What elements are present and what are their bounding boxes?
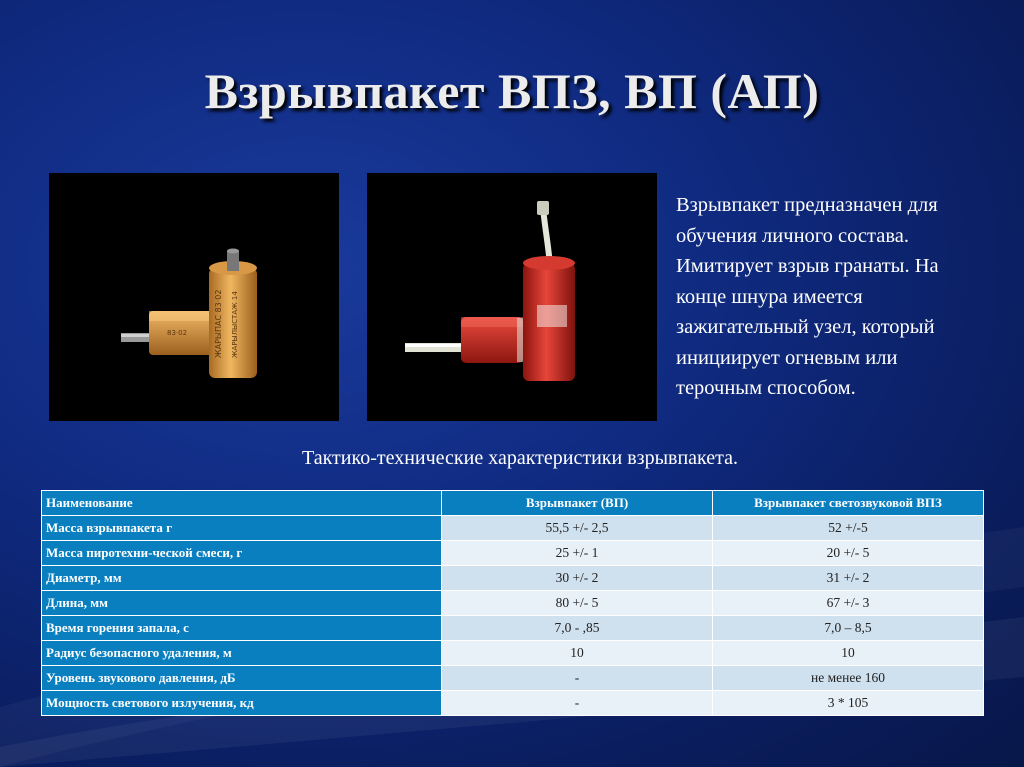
description-line: терочным способом. <box>676 377 856 399</box>
svg-text:83·02: 83·02 <box>167 329 188 337</box>
row-label: Масса пиротехни-ческой смеси, г <box>42 541 442 566</box>
row-label: Длина, мм <box>42 591 442 616</box>
row-label: Масса взрывпакета г <box>42 516 442 541</box>
vpz-value: не менее 160 <box>713 666 984 691</box>
page-title: Взрывпакет ВПЗ, ВП (АП) <box>204 63 820 119</box>
header-name: Наименование <box>42 491 442 516</box>
svg-text:ЖАРЫПАС 83·02: ЖАРЫПАС 83·02 <box>214 289 223 358</box>
description <box>676 190 1006 404</box>
row-label: Уровень звукового давления, дБ <box>42 666 442 691</box>
vp-value: 80 +/- 5 <box>442 591 713 616</box>
header-vpz: Взрывпакет светозвуковой ВПЗ <box>713 491 984 516</box>
row-label: Время горения запала, с <box>42 616 442 641</box>
svg-text:ЖАРЫЛЫСТАЖ 14: ЖАРЫЛЫСТАЖ 14 <box>231 291 239 358</box>
vpz-value: 52 +/-5 <box>713 516 984 541</box>
vp-value: 7,0 - ,85 <box>442 616 713 641</box>
table-row <box>42 566 984 591</box>
table-row <box>42 691 984 716</box>
row-label: Мощность светового излучения, кд <box>42 691 442 716</box>
table-row <box>42 541 984 566</box>
row-label: Радиус безопасного удаления, м <box>42 641 442 666</box>
vp-value: 10 <box>442 641 713 666</box>
table-row <box>42 641 984 666</box>
vp-value: - <box>442 691 713 716</box>
vpz-value: 10 <box>713 641 984 666</box>
table-row <box>42 516 984 541</box>
table-row <box>42 616 984 641</box>
photo-vpz-charge <box>367 173 657 421</box>
table-row <box>42 591 984 616</box>
table-caption: Тактико-технические характеристики взрывпакета. <box>302 447 738 469</box>
red-charge-image <box>367 173 657 421</box>
header-vp: Взрывпакет (ВП) <box>442 491 713 516</box>
table-row <box>42 666 984 691</box>
table-header-row <box>42 491 984 516</box>
vpz-value: 20 +/- 5 <box>713 541 984 566</box>
description-line: конце шнура имеется <box>676 285 863 308</box>
description-line: зажигательный узел, который <box>676 316 935 338</box>
description-line: обучения личного состава. <box>676 224 909 247</box>
vp-value: 25 +/- 1 <box>442 541 713 566</box>
vpz-value: 7,0 – 8,5 <box>713 616 984 641</box>
vpz-value: 3 * 105 <box>713 691 984 716</box>
specs-table <box>41 490 984 716</box>
vp-value: 55,5 +/- 2,5 <box>442 516 713 541</box>
description-line: Имитирует взрыв гранаты. На <box>676 255 939 277</box>
vpz-value: 67 +/- 3 <box>713 591 984 616</box>
vp-value: - <box>442 666 713 691</box>
orange-charge-image <box>49 173 339 421</box>
description-line: Взрывпакет предназначен для <box>676 194 938 216</box>
photo-vp-charge <box>49 173 339 421</box>
description-line: инициирует огневым или <box>676 346 898 369</box>
vp-value: 30 +/- 2 <box>442 566 713 591</box>
vpz-value: 31 +/- 2 <box>713 566 984 591</box>
row-label: Диаметр, мм <box>42 566 442 591</box>
